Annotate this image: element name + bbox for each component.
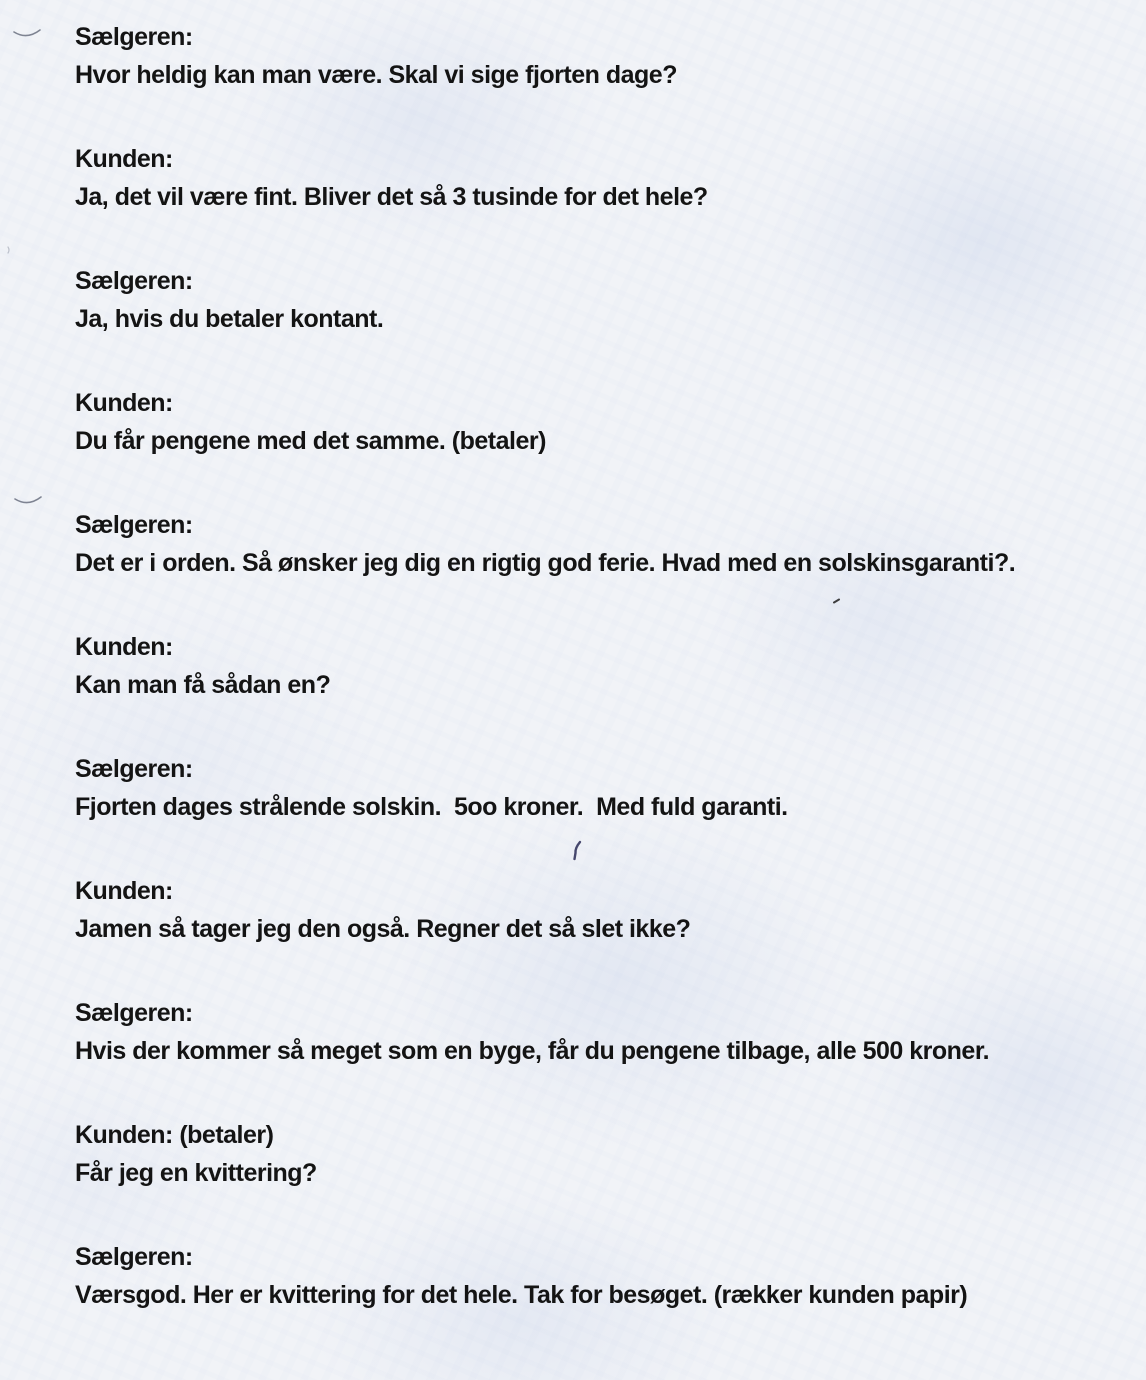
dialogue-line: Jamen så tager jeg den også. Regner det så slet ikke? xyxy=(75,915,691,943)
speaker-label: Kunden: xyxy=(75,145,173,173)
speaker-label: Kunden: (betaler) xyxy=(75,1121,274,1149)
dialogue-block xyxy=(75,18,1106,94)
dialogue-line: Det er i orden. Så ønsker jeg dig en rigtig god ferie. Hvad med en solskinsgaranti?. xyxy=(75,549,1016,577)
dialogue-block xyxy=(75,384,1106,460)
dialogue-block xyxy=(75,750,1106,826)
dialogue-line: Hvor heldig kan man være. Skal vi sige fjorten dage? xyxy=(75,61,677,89)
dialogue-line: Hvis der kommer så meget som en byge, får du pengene tilbage, alle 500 kroner. xyxy=(75,1037,990,1065)
faint-speck-icon xyxy=(6,246,12,254)
speaker-label: Kunden: xyxy=(75,877,173,905)
dialogue-container xyxy=(75,18,1106,1314)
speaker-label: Sælgeren: xyxy=(75,267,193,295)
dialogue-block xyxy=(75,140,1106,216)
dialogue-line: Får jeg en kvittering? xyxy=(75,1159,317,1187)
dialogue-block xyxy=(75,1116,1106,1192)
speaker-label: Kunden: xyxy=(75,389,173,417)
dialogue-line: Du får pengene med det samme. (betaler) xyxy=(75,427,546,455)
dialogue-block xyxy=(75,872,1106,948)
dialogue-line: Ja, det vil være fint. Bliver det så 3 tusinde for det hele? xyxy=(75,183,708,211)
speaker-label: Sælgeren: xyxy=(75,755,193,783)
dialogue-block xyxy=(75,1238,1106,1314)
dialogue-line: Værsgod. Her er kvittering for det hele. Tak for besøget. (rækker kunden papir) xyxy=(75,1281,968,1309)
dialogue-block xyxy=(75,628,1106,704)
speaker-label: Kunden: xyxy=(75,633,173,661)
dialogue-line: Fjorten dages strålende solskin. 5oo kroner. Med fuld garanti. xyxy=(75,793,788,821)
dialogue-line: Kan man få sådan en? xyxy=(75,671,331,699)
dialogue-block xyxy=(75,262,1106,338)
speaker-label: Sælgeren: xyxy=(75,1243,193,1271)
pen-curve-mark-icon xyxy=(13,494,43,510)
speaker-label: Sælgeren: xyxy=(75,999,193,1027)
dialogue-block xyxy=(75,994,1106,1070)
dialogue-line: Ja, hvis du betaler kontant. xyxy=(75,305,384,333)
speaker-label: Sælgeren: xyxy=(75,511,193,539)
speaker-label: Sælgeren: xyxy=(75,23,193,51)
dialogue-block xyxy=(75,506,1106,582)
pen-curve-mark-icon xyxy=(12,27,42,43)
